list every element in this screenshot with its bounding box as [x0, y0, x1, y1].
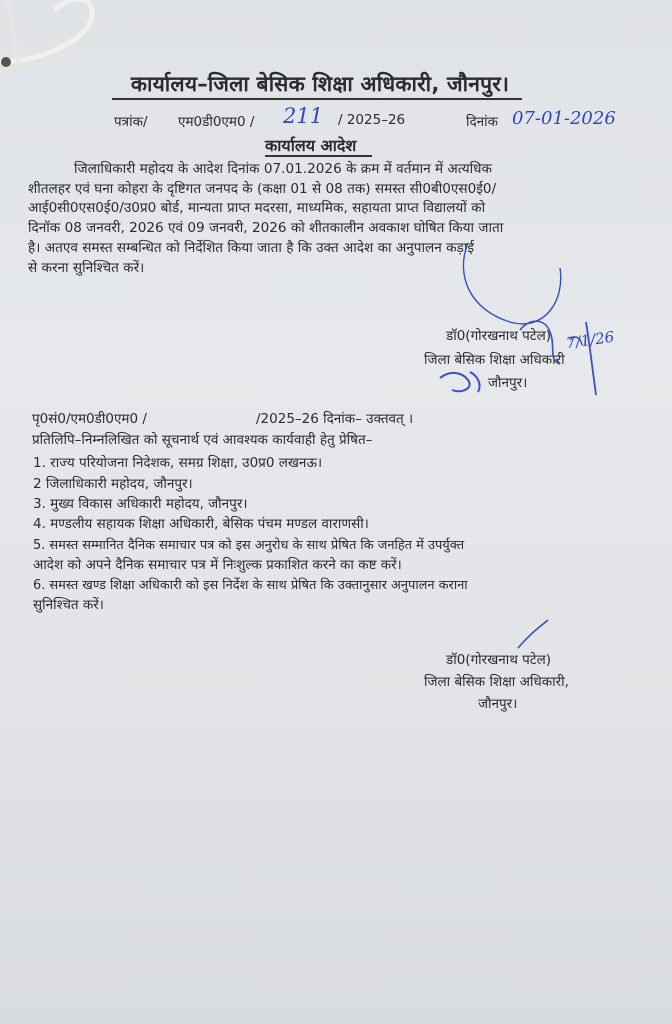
body-line: शीतलहर एवं घना कोहरा के दृष्टिगत जनपद के (कक्षा 01 से 08 तक) समस्त सी0बी0एस0ई0/ [28, 180, 497, 197]
signatory-place-top: जौनपुर। [488, 375, 528, 391]
signatory-designation-top: जिला बेसिक शिक्षा अधिकारी [424, 352, 565, 368]
copy-list-item: 6. समस्त खण्ड शिक्षा अधिकारी को इस निर्देश के साथ प्रेषित कि उक्तानुसार अनुपालन कराना [33, 578, 468, 593]
copy-list-item: 5. समस्त सम्मानित दैनिक समाचार पत्र को इस अनुरोध के साथ प्रेषित कि जनहित में उपर्युक्त [33, 538, 465, 553]
signatory-place-bottom: जौनपुर। [478, 696, 518, 712]
date-value: 07-01-2026 [512, 108, 616, 129]
patrank-label: पत्रांक/ [114, 114, 148, 130]
copy-list-item: 2 जिलाधिकारी महोदय, जौनपुर। [33, 476, 193, 492]
office-heading: कार्यालय–जिला बेसिक शिक्षा अधिकारी, जौनपुर। [130, 72, 510, 96]
order-title: कार्यालय आदेश [265, 136, 357, 155]
patrank-number: 211 [283, 104, 324, 128]
body-line: से करना सुनिश्चित करें। [28, 259, 145, 276]
copy-intro: प्रतिलिपि–निम्नलिखित को सूचनार्थ एवं आवश्यक कार्यवाही हेतु प्रेषित– [32, 432, 373, 448]
patrank-session: / 2025–26 [338, 112, 406, 128]
body-line: आई0सी0एस0ई0/उ0प्र0 बोर्ड, मान्यता प्राप्त मदरसा, माध्यमिक, सहायता प्राप्त विद्यालयों को [28, 200, 486, 217]
body-line: दिनॉक 08 जनवरी, 2026 एवं 09 जनवरी, 2026 को शीतकालीन अवकाश घोषित किया जाता [28, 220, 504, 237]
signatory-name-top: डॉ0(गोरखनाथ पटेल) [446, 328, 552, 344]
copy-list-item: आदेश को अपने दैनिक समाचार पत्र में निःशुल्क प्रकाशित करने का कष्ट करें। [33, 557, 402, 573]
date-label: दिनांक [466, 114, 499, 130]
signatory-name-bottom: डॉ0(गोरखनाथ पटेल) [446, 652, 552, 668]
copy-list-item: 4. मण्डलीय सहायक शिक्षा अधिकारी, बेसिक पंचम मण्डल वाराणसी। [33, 516, 369, 532]
body-line: जिलाधिकारी महोदय के आदेश दिनांक 07.01.2026 के क्रम में वर्तमान में अत्यधिक [74, 161, 492, 177]
copy-list-item: 1. राज्य परियोजना निदेशक, समग्र शिक्षा, उ0प्र0 लखनऊ। [33, 455, 323, 471]
copy-list-item: सुनिश्चित करें। [33, 597, 104, 613]
patrank-code: एम0डी0एम0 / [178, 114, 255, 130]
signatory-designation-bottom: जिला बेसिक शिक्षा अधिकारी, [424, 674, 569, 690]
copy-list-item: 3. मुख्य विकास अधिकारी महोदय, जौनपुर। [33, 496, 248, 512]
copy-ref-prefix: पृ0सं0/एम0डी0एम0 / [32, 411, 147, 427]
body-line: है। अतएव समस्त सम्बन्धित को निर्देशित किया जाता है कि उक्त आदेश का अनुपालन कड़ाई [28, 239, 475, 256]
copy-ref-session: /2025–26 दिनांक– उक्तवत् । [256, 411, 414, 427]
handwritten-date: 7/1/26 [564, 327, 616, 353]
